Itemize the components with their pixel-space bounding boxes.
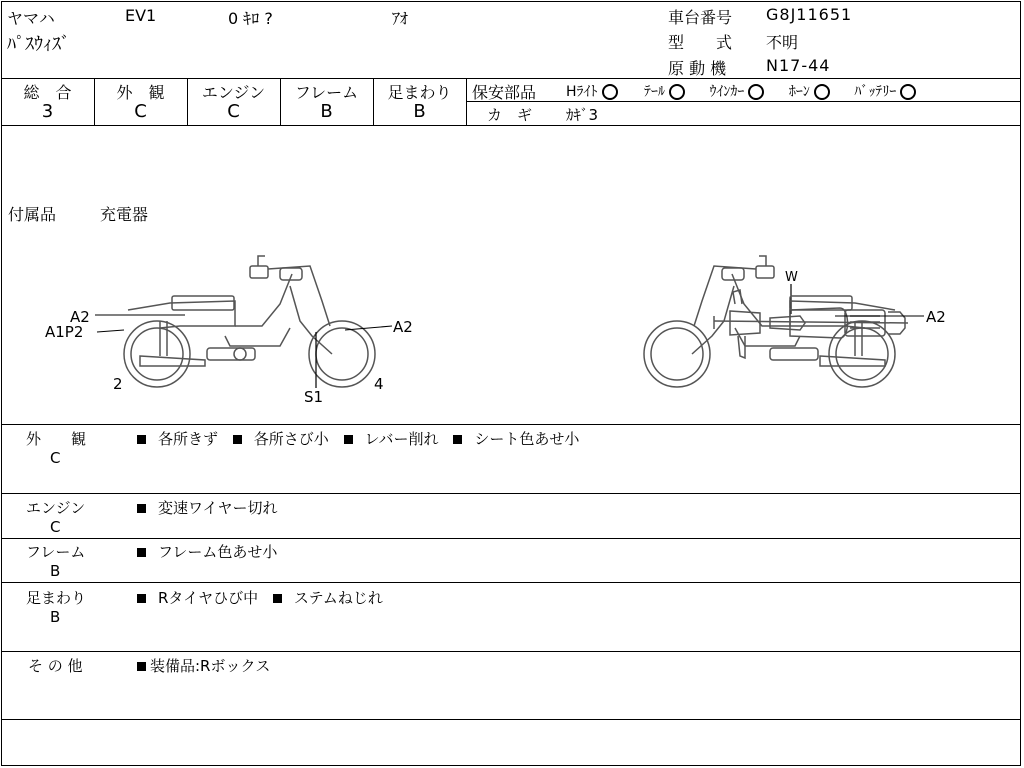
maker: ヤマハ xyxy=(7,9,55,28)
rating-suspension-value: B xyxy=(413,101,426,122)
safety-items xyxy=(566,81,928,101)
label-2: 2 xyxy=(113,375,123,393)
bullet-square-icon xyxy=(453,435,462,444)
divider xyxy=(1,538,1021,539)
label-w: W xyxy=(785,270,798,285)
rating-engine-value: C xyxy=(227,101,240,122)
divider xyxy=(466,78,467,125)
rating-frame-value: B xyxy=(320,101,333,122)
label-4: 4 xyxy=(374,375,384,393)
rating-frame-label: フレーム xyxy=(294,83,359,102)
chassis-label: 車台番号 xyxy=(668,8,733,27)
rating-engine-label: エンジン xyxy=(201,83,266,102)
note-grade: B xyxy=(50,608,61,626)
note-items: 装備品:Rボックス xyxy=(137,655,270,676)
note-category: 外 観 xyxy=(26,430,87,448)
label-a2: A2 xyxy=(926,308,946,326)
left-side-scooter xyxy=(124,256,375,387)
safety-item-horn: ﾎｰﾝ xyxy=(789,84,830,100)
key-value: ｶｷﾞ3 xyxy=(566,106,599,124)
note-category: フレーム xyxy=(26,543,86,561)
rating-exterior-label: 外 観 xyxy=(116,83,165,102)
accessories-label: 付属品 xyxy=(8,205,57,224)
divider xyxy=(1,78,1021,79)
ok-circle-icon xyxy=(814,84,830,100)
model-code: EV1 xyxy=(125,6,157,25)
label-a2-top: A2 xyxy=(70,308,90,326)
note-category: そ の 他 xyxy=(28,657,83,675)
rating-exterior-value: C xyxy=(134,101,147,122)
note-grade: C xyxy=(50,449,61,467)
damage-diagram xyxy=(0,126,1024,424)
rating-overall-label: 総 合 xyxy=(23,83,72,102)
bullet-square-icon xyxy=(344,435,353,444)
safety-item-headlight: Hﾗｲﾄ xyxy=(566,84,618,100)
color: ｱｵ xyxy=(392,9,409,28)
vehicle-name: ﾊﾟｽｳｨｽﾞ xyxy=(7,34,70,55)
note-items: Rタイヤひび中 ステムねじれ xyxy=(137,587,383,608)
note-items: 各所きず 各所さび小 レバー削れ シート色あせ小 xyxy=(137,428,579,449)
accessories-value: 充電器 xyxy=(100,205,149,224)
key-label: カ ギ xyxy=(487,106,533,124)
rating-suspension-label: 足まわり xyxy=(387,83,452,102)
engine-value: N17-44 xyxy=(766,56,831,75)
bullet-square-icon xyxy=(137,594,146,603)
note-items: フレーム色あせ小 xyxy=(137,541,277,562)
rating-overall-value: 3 xyxy=(41,101,54,122)
ok-circle-icon xyxy=(602,84,618,100)
type-label: 型 式 xyxy=(668,33,733,52)
marker-line xyxy=(97,330,124,332)
note-category: エンジン xyxy=(26,499,86,517)
bullet-square-icon xyxy=(137,548,146,557)
divider xyxy=(1,582,1021,583)
safety-label: 保安部品 xyxy=(472,83,537,102)
bullet-square-icon xyxy=(233,435,242,444)
bullet-square-icon xyxy=(273,594,282,603)
label-s1: S1 xyxy=(304,388,324,406)
divider xyxy=(1,719,1021,720)
chassis-value: G8J11651 xyxy=(766,5,853,24)
safety-item-winker: ｳｲﾝｶｰ xyxy=(709,84,764,100)
bullet-square-icon xyxy=(137,504,146,513)
safety-item-battery: ﾊﾞｯﾃﾘｰ xyxy=(854,84,916,100)
label-a2-right: A2 xyxy=(393,318,413,336)
divider xyxy=(1,651,1021,652)
mileage: 0 ｷﾛ ? xyxy=(228,9,273,28)
divider xyxy=(466,101,1021,102)
ok-circle-icon xyxy=(669,84,685,100)
divider xyxy=(1,424,1021,425)
ok-circle-icon xyxy=(900,84,916,100)
bullet-square-icon xyxy=(137,662,146,671)
note-grade: B xyxy=(50,562,61,580)
note-items: 変速ワイヤー切れ xyxy=(137,497,278,518)
bullet-square-icon xyxy=(137,435,146,444)
safety-item-tail: ﾃｰﾙ xyxy=(644,84,685,100)
type-value: 不明 xyxy=(766,33,799,52)
note-category: 足まわり xyxy=(26,589,87,607)
divider xyxy=(1,493,1021,494)
note-grade: C xyxy=(50,518,61,536)
marker-line xyxy=(345,326,392,330)
engine-label: 原 動 機 xyxy=(668,59,727,78)
label-a1p2: A1P2 xyxy=(45,323,84,341)
ok-circle-icon xyxy=(748,84,764,100)
